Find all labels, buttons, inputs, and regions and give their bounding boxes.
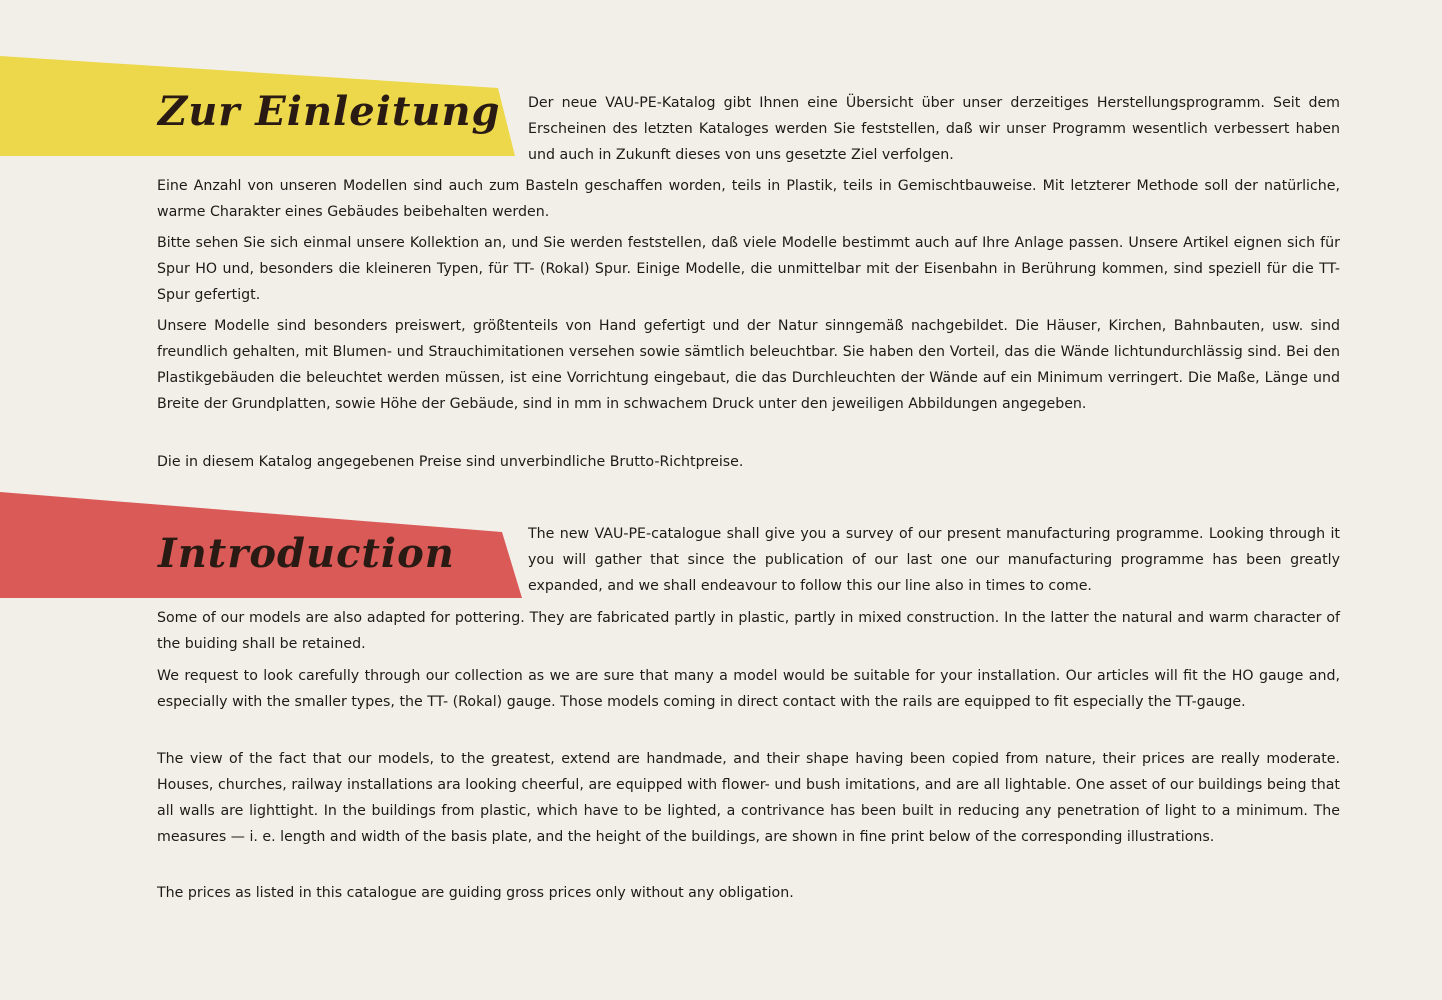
german-paragraph-4: Die in diesem Katalog angegebenen Preise sind unverbindliche Brutto-Richtpreise. — [157, 454, 744, 470]
german-paragraph-2: Bitte sehen Sie sich einmal unsere Kollektion an, und Sie werden feststellen, daß viele Modelle bestimmt auch auf Ihre Anlage passen. Unsere Artikel eignen sich für Spur HO und, besonders die kleineren Typen, für TT- (Rokal) Spur. Einige Modelle, die unmittelbar mit der Eisenbahn in Berührung kommen, sind speziell für die TT-Spur gefertigt. — [157, 235, 1340, 303]
english-paragraph-2: We request to look carefully through our collection as we are sure that many a model would be suitable for your installation. Our articles will fit the HO gauge and, especially with the smaller types, the TT- (Rokal) gauge. Those models coming in direct contact with the rails are equipped to fit especially the TT-gauge. — [157, 668, 1340, 710]
english-paragraph-1: Some of our models are also adapted for pottering. They are fabricated partly in plastic, partly in mixed construction. In the latter the natural and warm character of the buiding shall be retained. — [157, 610, 1340, 652]
german-intro: Der neue VAU-PE-Katalog gibt Ihnen eine Übersicht über unser derzeitiges Herstellungsprogramm. Seit dem Erscheinen des letzten Kataloges werden Sie feststellen, daß wir unser Programm wesentlich verbessert haben und auch in Zukunft dieses von uns gesetzte Ziel verfolgen. — [528, 95, 1340, 163]
english-paragraph-3: The view of the fact that our models, to the greatest, extend are handmade, and their shape having been copied from nature, their prices are really moderate. Houses, churches, railway installations ara looking cheerful, are equipped with flower- und bush imitations, and are all lightable. One asset of our buildings being that all walls are lighttight. In the buildings from plastic, which have to be lighted, a contrivance has been built in reducing any penetration of light to a minimum. The measures — i. e. length and width of the basis plate, and the height of the buildings, are shown in fine print below of the corresponding illustrations. — [157, 751, 1340, 845]
german-paragraph-1: Eine Anzahl von unseren Modellen sind auch zum Basteln geschaffen worden, teils in Plastik, teils in Gemischtbauweise. Mit letzterer Methode soll der natürliche, warme Charakter eines Gebäudes beibehalten werden. — [157, 178, 1340, 220]
english-paragraph-4: The prices as listed in this catalogue are guiding gross prices only without any obligation. — [157, 885, 794, 901]
german-heading: Zur Einleitung — [158, 88, 501, 135]
english-intro: The new VAU-PE-catalogue shall give you a survey of our present manufacturing programme. Looking through it you will gather that since the publication of our last one our manufacturing programme has been greatly expanded, and we shall endeavour to follow this our line also in times to come. — [528, 526, 1340, 594]
german-paragraph-3: Unsere Modelle sind besonders preiswert, größtenteils von Hand gefertigt und der Natur sinngemäß nachgebildet. Die Häuser, Kirchen, Bahnbauten, usw. sind freundlich gehalten, mit Blumen- und Strauchimitationen versehen sowie sämtlich beleuchtbar. Sie haben den Vorteil, das die Wände lichtundurchlässig sind. Bei den Plastikgebäuden die beleuchtet werden müssen, ist eine Vorrichtung eingebaut, die das Durchleuchten der Wände auf ein Minimum verringert. Die Maße, Länge und Breite der Grundplatten, sowie Höhe der Gebäude, sind in mm in schwachem Druck unter den jeweiligen Abbildungen angegeben. — [157, 318, 1340, 412]
english-heading: Introduction — [158, 530, 455, 577]
